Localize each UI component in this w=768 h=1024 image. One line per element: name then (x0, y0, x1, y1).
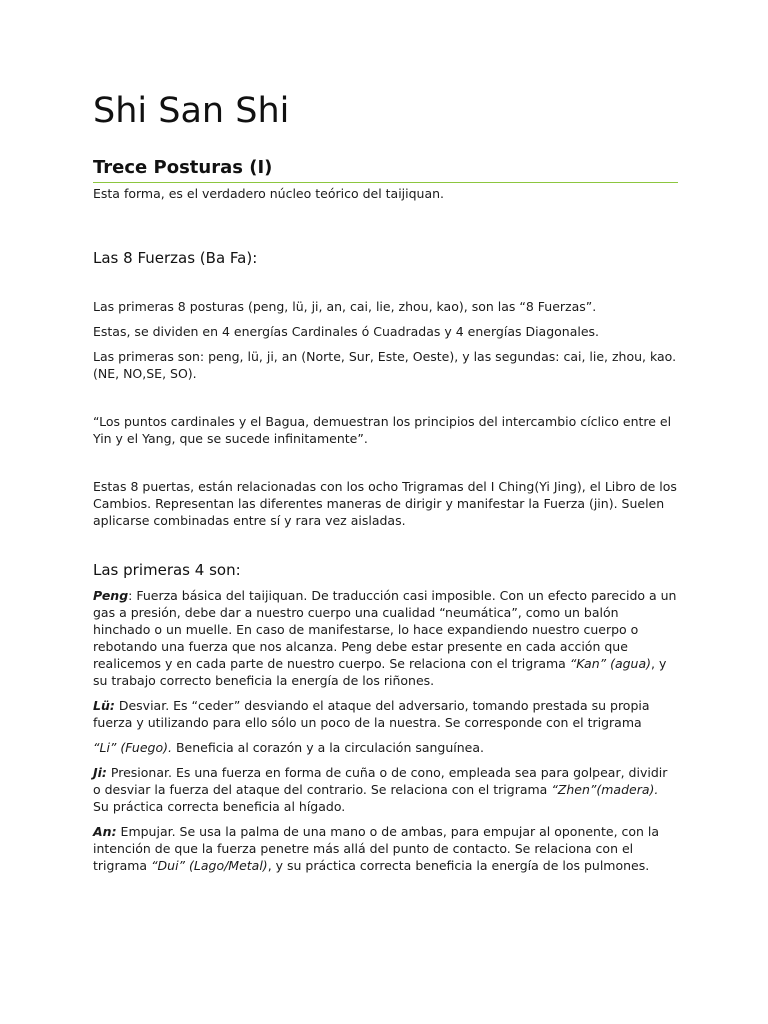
heading-primeras-4: Las primeras 4 son: (93, 561, 241, 579)
an-tail: , y su práctica correcta beneficia la energía de los pulmones. (267, 858, 650, 873)
paragraph-puertas: Estas 8 puertas, están relacionadas con los ocho Trigramas del I Ching(Yi Jing), el Libro de los Cambios. Representan las diferentes maneras de dirigir y manifestar la Fuerza (jin). Suelen aplicarse combinadas entre sí y rara vez aisladas. (93, 479, 677, 528)
lu-text: Desviar. Es “ceder” desviando el ataque del adversario, tomando prestada su propia fuerza y utilizando para ello sólo un poco de la nuestra. Se corresponde con el trigrama (93, 698, 650, 730)
an-text: Empujar. Se usa la palma de una mano o de ambas, para empujar al oponente, con la intención de que la fuerza penetre más allá del punto de contacto. Se relaciona con el trigrama (93, 824, 660, 873)
heading-8-fuerzas: Las 8 Fuerzas (Ba Fa): (93, 249, 258, 267)
ji-text: Presionar. Es una fuerza en forma de cuña o de cono, empleada sea para golpear, dividir o desviar la fuerza del ataque del contrario. Se relaciona con el trigrama (93, 765, 668, 797)
document-content (93, 88, 678, 874)
lu-trigram: “Li” (Fuego). (93, 740, 172, 755)
term-an: An: (93, 824, 117, 839)
ji-tail: Su práctica correcta beneficia al hígado. (93, 799, 346, 814)
paragraph-cardinales: Las primeras son: peng, lü, ji, an (Norte, Sur, Este, Oeste), y las segundas: cai, lie, zhou, kao. (NE, NO,SE, SO). (93, 349, 677, 381)
paragraph-ji (93, 764, 678, 815)
term-ji: Ji: (93, 765, 107, 780)
page-title: Shi San Shi (93, 91, 290, 131)
term-peng-sep: : (128, 588, 133, 603)
paragraph-lu-trigram (93, 739, 678, 756)
paragraph-an (93, 823, 678, 874)
paragraph-posturas: Las primeras 8 posturas (peng, lü, ji, an, cai, lie, zhou, kao), son las “8 Fuerzas”. (93, 299, 597, 314)
paragraph-peng (93, 587, 678, 689)
peng-trigram: “Kan” (agua) (569, 656, 652, 671)
peng-text: Fuerza básica del taijiquan. De traducción casi imposible. Con un efecto parecido a un gas a presión, debe dar a nuestro cuerpo una cualidad “neumática”, como un balón hinchado o un muelle. En caso de manifestarse, lo hace expandiendo nuestro cuerpo o rebotando una fuerza que nos alcanza. Peng debe estar presente en cada acción que realicemos y en cada parte de nuestro cuerpo. Se relaciona con el trigrama (93, 588, 677, 671)
paragraph-lu (93, 697, 678, 731)
page-subtitle: Trece Posturas (I) (93, 156, 678, 183)
term-peng: Peng (93, 588, 129, 603)
term-lu: Lü: (93, 698, 115, 713)
an-trigram: “Dui” (Lago/Metal) (151, 858, 268, 873)
quote-paragraph: “Los puntos cardinales y el Bagua, demuestran los principios del intercambio cíclico entre el Yin y el Yang, que se sucede infinitamente”. (93, 414, 672, 446)
lu-tail: Beneficia al corazón y a la circulación sanguínea. (171, 740, 485, 755)
ji-trigram: “Zhen”(madera). (551, 782, 659, 797)
intro-paragraph: Esta forma, es el verdadero núcleo teórico del taijiquan. (93, 186, 445, 201)
peng-tail: , y su trabajo correcto beneficia la energía de los riñones. (93, 656, 667, 688)
paragraph-energias: Estas, se dividen en 4 energías Cardinales ó Cuadradas y 4 energías Diagonales. (93, 324, 600, 339)
